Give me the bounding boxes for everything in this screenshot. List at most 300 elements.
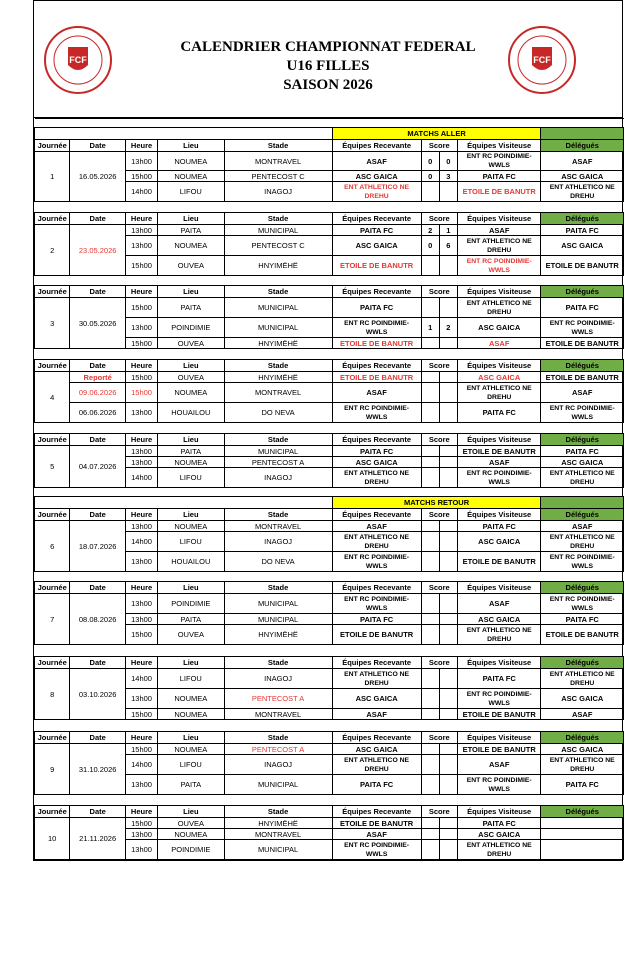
header-delegues: Délégués [541,140,624,152]
fcf-logo-right [507,25,577,95]
match-city: LIFOU [158,468,224,488]
home-score [421,614,439,625]
match-city: NOUMEA [158,383,224,403]
match-time: 14h00 [126,755,158,775]
match-time: 15h00 [126,298,158,318]
match-stadium: PENTECOST C [224,171,332,182]
header-stade: Stade [224,732,332,744]
home-score [421,446,439,457]
delegate-team: ASAF [541,383,624,403]
match-time: 13h00 [126,225,158,236]
header-heure: Heure [126,732,158,744]
away-team: ENT ATHLETICO NE DREHU [457,236,541,256]
header-score: Score [421,806,457,818]
header-journee: Journée [35,806,70,818]
match-time: 15h00 [126,338,158,349]
section-green [541,128,624,140]
header-journee: Journée [35,286,70,298]
header-score: Score [421,360,457,372]
away-score [439,521,457,532]
header-delegues: Délégués [541,806,624,818]
delegate-team: ENT RC POINDIMIE-WWLS [541,318,624,338]
delegate-team: ASC GAICA [541,689,624,709]
header-visiteuse: Équipes Visiteuse [457,509,541,521]
home-score [421,403,439,423]
journee-number: 4 [35,372,70,423]
header-stade: Stade [224,582,332,594]
delegate-team: PAITA FC [541,225,624,236]
home-team: ETOILE DE BANUTR [332,818,421,829]
delegate-team: ASAF [541,152,624,171]
round-header-row [35,806,624,818]
match-time: 13h00 [126,829,158,840]
match-row [35,446,624,457]
match-stadium: MONTRAVEL [224,152,332,171]
match-city: NOUMEA [158,709,224,720]
spacer-row [35,720,624,732]
away-score [439,256,457,276]
home-score [421,338,439,349]
away-score: 2 [439,318,457,338]
away-score [439,372,457,383]
home-team: ENT RC POINDIMIE-WWLS [332,594,421,614]
match-stadium: INAGOJ [224,755,332,775]
round-date: 03.10.2026 [70,669,126,720]
match-city: OUVEA [158,256,224,276]
round-header-row [35,434,624,446]
header-delegues: Délégués [541,732,624,744]
delegate-team: ENT ATHLETICO NE DREHU [541,468,624,488]
header-journee: Journée [35,434,70,446]
header-date: Date [70,582,126,594]
header-score: Score [421,140,457,152]
round-header-row [35,509,624,521]
home-score [421,383,439,403]
home-team: ASC GAICA [332,457,421,468]
calendar-sheet [33,0,623,861]
away-team: ASAF [457,594,541,614]
away-team: ASC GAICA [457,532,541,552]
match-time: 13h00 [126,152,158,171]
delegate-team: ENT RC POINDIMIE-WWLS [541,552,624,572]
home-team: ENT ATHLETICO NE DREHU [332,532,421,552]
section-title: MATCHS RETOUR [332,497,541,509]
match-stadium: MUNICIPAL [224,594,332,614]
header-date: Date [70,286,126,298]
away-team: ENT ATHLETICO NE DREHU [457,625,541,645]
header-lieu: Lieu [158,582,224,594]
header-score: Score [421,657,457,669]
home-team: ENT RC POINDIMIE-WWLS [332,318,421,338]
match-stadium: MUNICIPAL [224,318,332,338]
header-delegues: Délégués [541,360,624,372]
match-row [35,372,624,383]
header-date: Date [70,360,126,372]
section-title: MATCHS ALLER [332,128,541,140]
spacer [35,645,624,657]
match-time: 15h00 [126,744,158,755]
header-recevante: Équipes Recevante [332,140,421,152]
page-header [34,1,622,118]
title-line-2: U16 FILLES [286,58,370,74]
away-score [439,818,457,829]
header-visiteuse: Équipes Visiteuse [457,360,541,372]
match-time: 13h00 [126,840,158,860]
spacer [35,349,624,360]
home-score [421,689,439,709]
away-team: ASC GAICA [457,829,541,840]
home-score [421,818,439,829]
spacer-row [35,119,624,128]
header-date: Date [70,806,126,818]
home-team: ENT RC POINDIMIE-WWLS [332,403,421,423]
spacer [35,795,624,806]
header-visiteuse: Équipes Visiteuse [457,140,541,152]
header-delegues: Délégués [541,213,624,225]
away-team: ETOILE DE BANUTR [457,709,541,720]
match-city: POINDIMIE [158,318,224,338]
title-line-3: SAISON 2026 [283,77,373,93]
match-time: 15h00 [126,709,158,720]
header-lieu: Lieu [158,509,224,521]
header-journee: Journée [35,360,70,372]
away-score [439,468,457,488]
title-line-1: CALENDRIER CHAMPIONNAT FEDERAL [180,39,476,55]
home-team: ENT RC POINDIMIE-WWLS [332,552,421,572]
match-stadium: MONTRAVEL [224,383,332,403]
match-time: 15h00 [126,383,158,403]
delegate-team: ETOILE DE BANUTR [541,625,624,645]
header-stade: Stade [224,806,332,818]
home-team: ENT ATHLETICO NE DREHU [332,182,421,202]
match-city: LIFOU [158,182,224,202]
home-team: PAITA FC [332,614,421,625]
match-time: 13h00 [126,689,158,709]
match-city: PAITA [158,775,224,795]
match-time: 13h00 [126,775,158,795]
away-team: ETOILE DE BANUTR [457,552,541,572]
match-stadium: MUNICIPAL [224,775,332,795]
spacer [35,720,624,732]
match-stadium: HNYIMËHË [224,256,332,276]
away-team: PAITA FC [457,403,541,423]
header-journee: Journée [35,213,70,225]
home-team: ETOILE DE BANUTR [332,372,421,383]
match-city: OUVEA [158,625,224,645]
delegate-team: PAITA FC [541,614,624,625]
home-team: ASAF [332,383,421,403]
home-team: ENT ATHLETICO NE DREHU [332,468,421,488]
away-team: ENT ATHLETICO NE DREHU [457,840,541,860]
header-visiteuse: Équipes Visiteuse [457,213,541,225]
away-score [439,403,457,423]
match-stadium: HNYIMËHË [224,818,332,829]
header-stade: Stade [224,509,332,521]
home-score [421,256,439,276]
match-city: NOUMEA [158,689,224,709]
match-city: LIFOU [158,755,224,775]
home-score [421,182,439,202]
match-time: 13h00 [126,236,158,256]
match-row [35,594,624,614]
header-recevante: Équipes Recevante [332,213,421,225]
away-score [439,383,457,403]
header-heure: Heure [126,213,158,225]
delegate-team: ENT ATHLETICO NE DREHU [541,182,624,202]
match-city: POINDIMIE [158,840,224,860]
away-team: ENT ATHLETICO NE DREHU [457,383,541,403]
away-team: ETOILE DE BANUTR [457,446,541,457]
match-row [35,152,624,171]
section-row-retour [35,497,624,509]
home-team: ENT ATHLETICO NE DREHU [332,755,421,775]
away-team: ASC GAICA [457,614,541,625]
match-time: 14h00 [126,468,158,488]
home-score: 2 [421,225,439,236]
spacer [35,488,624,497]
header-score: Score [421,434,457,446]
match-city: OUVEA [158,338,224,349]
delegate-team: ENT ATHLETICO NE DREHU [541,532,624,552]
delegate-team: ENT ATHLETICO NE DREHU [541,755,624,775]
match-row [35,818,624,829]
away-score [439,182,457,202]
match-stadium: PENTECOST C [224,236,332,256]
header-visiteuse: Équipes Visiteuse [457,582,541,594]
spacer-row [35,349,624,360]
match-stadium: MONTRAVEL [224,829,332,840]
header-stade: Stade [224,140,332,152]
match-stadium: MUNICIPAL [224,614,332,625]
match-city: NOUMEA [158,236,224,256]
spacer-row [35,795,624,806]
away-score [439,338,457,349]
round-date: 23.05.2026 [70,225,126,276]
away-score [439,552,457,572]
svg-text:FCF: FCF [533,55,551,65]
round-header-row [35,140,624,152]
away-score [439,775,457,795]
delegate-team: ETOILE DE BANUTR [541,338,624,349]
away-score: 3 [439,171,457,182]
delegate-team: ASC GAICA [541,171,624,182]
header-recevante: Équipes Recevante [332,582,421,594]
home-score: 0 [421,152,439,171]
match-stadium: MONTRAVEL [224,521,332,532]
match-city: POINDIMIE [158,594,224,614]
home-score [421,625,439,645]
delegate-team: ETOILE DE BANUTR [541,372,624,383]
match-time: 15h00 [126,818,158,829]
header-journee: Journée [35,657,70,669]
round-date: 18.07.2026 [70,521,126,572]
header-lieu: Lieu [158,286,224,298]
away-score [439,625,457,645]
delegate-team [541,829,624,840]
header-journee: Journée [35,140,70,152]
home-team: ASAF [332,709,421,720]
spacer-row [35,276,624,286]
match-city: HOUAILOU [158,403,224,423]
journee-number: 5 [35,446,70,488]
section-blank [35,128,333,140]
section-blank [35,497,333,509]
home-team: PAITA FC [332,298,421,318]
spacer-row [35,488,624,497]
away-score: 0 [439,152,457,171]
home-score [421,755,439,775]
away-team: ENT RC POINDIMIE-WWLS [457,775,541,795]
header-date: Date [70,140,126,152]
away-score [439,532,457,552]
match-time: 14h00 [126,669,158,689]
header-recevante: Équipes Recevante [332,434,421,446]
header-journee: Journée [35,732,70,744]
delegate-team: ASAF [541,709,624,720]
schedule-table [34,118,624,860]
header-recevante: Équipes Recevante [332,732,421,744]
header-heure: Heure [126,509,158,521]
journee-number: 9 [35,744,70,795]
match-time: 15h00 [126,372,158,383]
home-team: ASAF [332,152,421,171]
match-date: 09.06.2026 [70,383,126,403]
match-time: 13h00 [126,403,158,423]
match-row [35,669,624,689]
header-date: Date [70,509,126,521]
spacer [35,119,624,128]
home-team: PAITA FC [332,225,421,236]
round-date: 30.05.2026 [70,298,126,349]
match-stadium: HNYIMËHË [224,338,332,349]
match-row [35,521,624,532]
journee-number: 3 [35,298,70,349]
home-score [421,521,439,532]
header-heure: Heure [126,286,158,298]
away-team: ENT RC POINDIMIE-WWLS [457,468,541,488]
home-team: ASC GAICA [332,171,421,182]
match-row [35,383,624,403]
header-visiteuse: Équipes Visiteuse [457,806,541,818]
header-recevante: Équipes Recevante [332,806,421,818]
match-stadium: HNYIMËHË [224,625,332,645]
home-score [421,709,439,720]
home-team: ASAF [332,829,421,840]
header-delegues: Délégués [541,509,624,521]
home-team: ASAF [332,521,421,532]
spacer [35,276,624,286]
match-time: 15h00 [126,256,158,276]
match-city: OUVEA [158,818,224,829]
home-score [421,840,439,860]
header-visiteuse: Équipes Visiteuse [457,286,541,298]
away-team: ENT RC POINDIMIE-WWLS [457,256,541,276]
away-team: ASAF [457,457,541,468]
match-time: 13h00 [126,552,158,572]
round-date: 16.05.2026 [70,152,126,202]
spacer [35,202,624,213]
home-team: ETOILE DE BANUTR [332,625,421,645]
home-score [421,532,439,552]
away-team: ASAF [457,338,541,349]
header-heure: Heure [126,657,158,669]
header-delegues: Délégués [541,286,624,298]
match-city: NOUMEA [158,744,224,755]
home-score: 0 [421,171,439,182]
header-stade: Stade [224,360,332,372]
header-date: Date [70,434,126,446]
spacer-row [35,645,624,657]
header-heure: Heure [126,140,158,152]
header-date: Date [70,657,126,669]
home-team: ENT ATHLETICO NE DREHU [332,669,421,689]
home-team: ASC GAICA [332,744,421,755]
header-recevante: Équipes Recevante [332,360,421,372]
header-stade: Stade [224,657,332,669]
home-team: ENT RC POINDIMIE-WWLS [332,840,421,860]
away-score: 6 [439,236,457,256]
header-visiteuse: Équipes Visiteuse [457,434,541,446]
round-header-row [35,657,624,669]
match-city: OUVEA [158,372,224,383]
delegate-team: ASC GAICA [541,457,624,468]
match-stadium: DO NEVA [224,403,332,423]
away-team: ASC GAICA [457,318,541,338]
round-date: 08.08.2026 [70,594,126,645]
journee-number: 1 [35,152,70,202]
header-stade: Stade [224,213,332,225]
away-score [439,614,457,625]
round-header-row [35,360,624,372]
header-recevante: Équipes Recevante [332,509,421,521]
away-score [439,669,457,689]
home-team: PAITA FC [332,446,421,457]
match-time: 13h00 [126,457,158,468]
match-city: NOUMEA [158,171,224,182]
match-stadium: DO NEVA [224,552,332,572]
match-stadium: MUNICIPAL [224,225,332,236]
match-date: 06.06.2026 [70,403,126,423]
match-row [35,744,624,755]
header-lieu: Lieu [158,213,224,225]
away-team: ASAF [457,225,541,236]
match-stadium: PENTECOST A [224,457,332,468]
header-heure: Heure [126,806,158,818]
match-date: Reporté [70,372,126,383]
home-score [421,775,439,795]
match-time: 14h00 [126,532,158,552]
header-journee: Journée [35,582,70,594]
match-stadium: PENTECOST A [224,689,332,709]
section-row-aller [35,128,624,140]
header-heure: Heure [126,582,158,594]
header-recevante: Équipes Recevante [332,286,421,298]
match-city: PAITA [158,225,224,236]
match-city: PAITA [158,614,224,625]
match-time: 13h00 [126,521,158,532]
header-heure: Heure [126,434,158,446]
round-date: 31.10.2026 [70,744,126,795]
header-stade: Stade [224,286,332,298]
delegate-team: ASC GAICA [541,744,624,755]
away-team: ETOILE DE BANUTR [457,744,541,755]
delegate-team: PAITA FC [541,298,624,318]
home-score: 0 [421,236,439,256]
away-score: 1 [439,225,457,236]
header-delegues: Délégués [541,657,624,669]
header-lieu: Lieu [158,732,224,744]
header-journee: Journée [35,509,70,521]
